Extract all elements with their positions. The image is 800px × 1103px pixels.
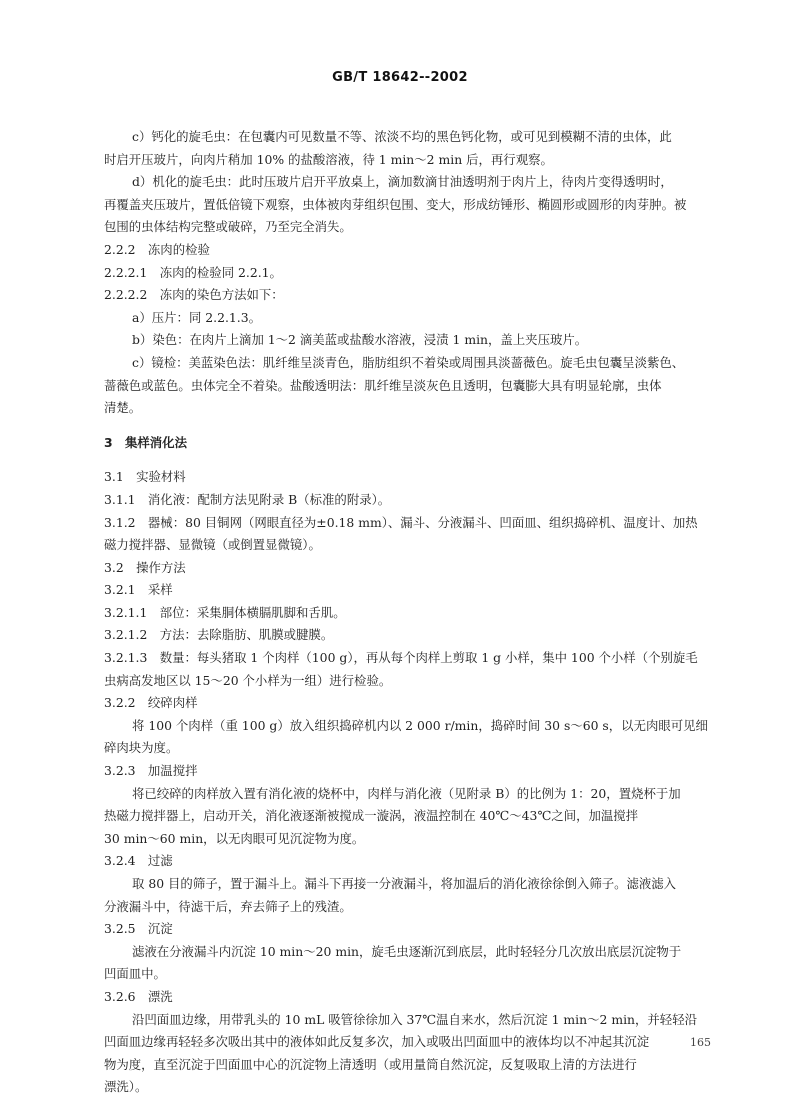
section-heading: 3.2.2 绞碎肉样 xyxy=(104,695,198,711)
section-heading: 3.2.5 沉淀 xyxy=(104,921,173,937)
paragraph-line: 蔷薇色或蓝色。虫体完全不着染。盐酸透明法：肌纤维呈淡灰色且透明，包囊膨大具有明显轮廓，虫体 xyxy=(104,377,662,393)
paragraph-line: 将 100 个肉样（重 100 g）放入组织捣碎机内以 2 000 r/min，捣碎时间 30 s～60 s，以无肉眼可见细 xyxy=(132,717,708,733)
section-heading: 3.1.1 消化液：配制方法见附录 B（标准的附录）。 xyxy=(104,491,391,507)
paragraph-line: 漂洗）。 xyxy=(104,1079,148,1095)
paragraph-line: 虫病高发地区以 15～20 个小样为一组）进行检验。 xyxy=(104,672,392,688)
paragraph-line: 包围的虫体结构完整或破碎，乃至完全消失。 xyxy=(104,219,352,235)
section-heading: 3.2.1.1 部位：采集胴体横膈肌脚和舌肌。 xyxy=(104,604,346,620)
section-heading: 3.2.1 采样 xyxy=(104,582,173,598)
paragraph-line: c）钙化的旋毛虫：在包囊内可见数量不等、浓淡不均的黑色钙化物，或可见到模糊不清的虫体，此 xyxy=(132,129,672,144)
section-heading: 3.2.1.2 方法：去除脂肪、肌膜或腱膜。 xyxy=(104,627,334,643)
section-heading: 3.2.1.3 数量：每头猪取 1 个肉样（100 g），再从每个肉样上剪取 1 g 小样，集中 100 个小样（个别旋毛 xyxy=(104,650,698,666)
section-heading: 3.2.6 漂洗 xyxy=(104,988,173,1004)
section-heading: 3.2.4 过滤 xyxy=(104,853,173,869)
list-item: c）镜检：美蓝染色法：肌纤维呈淡青色，脂肪组织不着染或周围具淡蔷薇色。旋毛虫包囊呈淡紫色、 xyxy=(132,354,685,370)
paragraph-line: 碎肉块为度。 xyxy=(104,740,179,756)
paragraph-line: 将已绞碎的肉样放入置有消化液的烧杯中，肉样与消化液（见附录 B）的比例为 1：20，置烧杯于加 xyxy=(132,785,681,801)
paragraph-line: 清楚。 xyxy=(104,400,142,416)
list-item: b）染色：在肉片上滴加 1～2 滴美蓝或盐酸水溶液，浸渍 1 min，盖上夹压玻片。 xyxy=(132,332,588,348)
paragraph-line: 物为度，直至沉淀于凹面皿中心的沉淀物上清透明（或用量筒自然沉淀，反复吸取上清的方法进行 xyxy=(104,1056,637,1072)
paragraph-line: 凹面皿中。 xyxy=(104,966,166,982)
paragraph-line: d）机化的旋毛虫：此时压玻片启开平放桌上，滴加数滴甘油透明剂于肉片上，待肉片变得透明时， xyxy=(132,174,673,190)
section-heading: 3.2.3 加温搅拌 xyxy=(104,763,198,779)
paragraph-line: 热磁力搅拌器上，启动开关，消化液逐渐被搅成一漩涡，液温控制在 40℃～43℃之间，加温搅拌 xyxy=(104,808,639,824)
paragraph-line: 分液漏斗中，待滤干后，弃去筛子上的残渣。 xyxy=(104,898,352,914)
paragraph-line: 30 min～60 min，以无肉眼可见沉淀物为度。 xyxy=(104,830,365,846)
section-heading: 2.2.2.1 冻肉的检验同 2.2.1。 xyxy=(104,264,282,280)
paragraph-line: 取 80 目的筛子，置于漏斗上。漏斗下再接一分液漏斗，将加温后的消化液徐徐倒入筛子。滤液滤入 xyxy=(132,876,677,891)
chapter-heading: 3 集样消化法 xyxy=(104,434,187,450)
paragraph-line: 沿凹面皿边缘，用带乳头的 10 mL 吸管徐徐加入 37℃温自来水，然后沉淀 1 min～2 min，并轻轻沿 xyxy=(132,1011,697,1027)
section-heading: 2.2.2 冻肉的检验 xyxy=(104,241,210,257)
document-body xyxy=(104,126,724,1099)
paragraph-line: 滤液在分液漏斗内沉淀 10 min～20 min，旋毛虫逐渐沉到底层，此时轻轻分几次放出底层沉淀物于 xyxy=(132,943,682,959)
section-heading: 3.1.2 器械：80 目铜网（网眼直径为±0.18 mm）、漏斗、分液漏斗、凹面皿、组织捣碎机、温度计、加热 xyxy=(104,514,698,530)
paragraph-line: 凹面皿边缘再轻轻多次吸出其中的液体如此反复多次，加入或吸出凹面皿中的液体均以不冲起其沉淀 xyxy=(104,1034,650,1050)
paragraph-line: 再覆盖夹压玻片，置低倍镜下观察，虫体被肉芽组织包围、变大，形成纺锤形、椭圆形或圆形的肉芽肿。被 xyxy=(104,196,687,212)
paragraph-line: 时启开压玻片，向肉片稍加 10% 的盐酸溶液，待 1 min～2 min 后，再行观察。 xyxy=(104,151,553,167)
paragraph-line: 磁力搅拌器、显微镜（或倒置显微镜）。 xyxy=(104,537,321,553)
section-heading: 2.2.2.2 冻肉的染色方法如下： xyxy=(104,287,284,303)
list-item: a）压片：同 2.2.1.3。 xyxy=(132,309,262,325)
page-number: 165 xyxy=(690,1036,711,1049)
standard-number-header: GB/T 18642--2002 xyxy=(332,70,468,85)
section-heading: 3.2 操作方法 xyxy=(104,559,186,575)
section-heading: 3.1 实验材料 xyxy=(104,469,186,485)
